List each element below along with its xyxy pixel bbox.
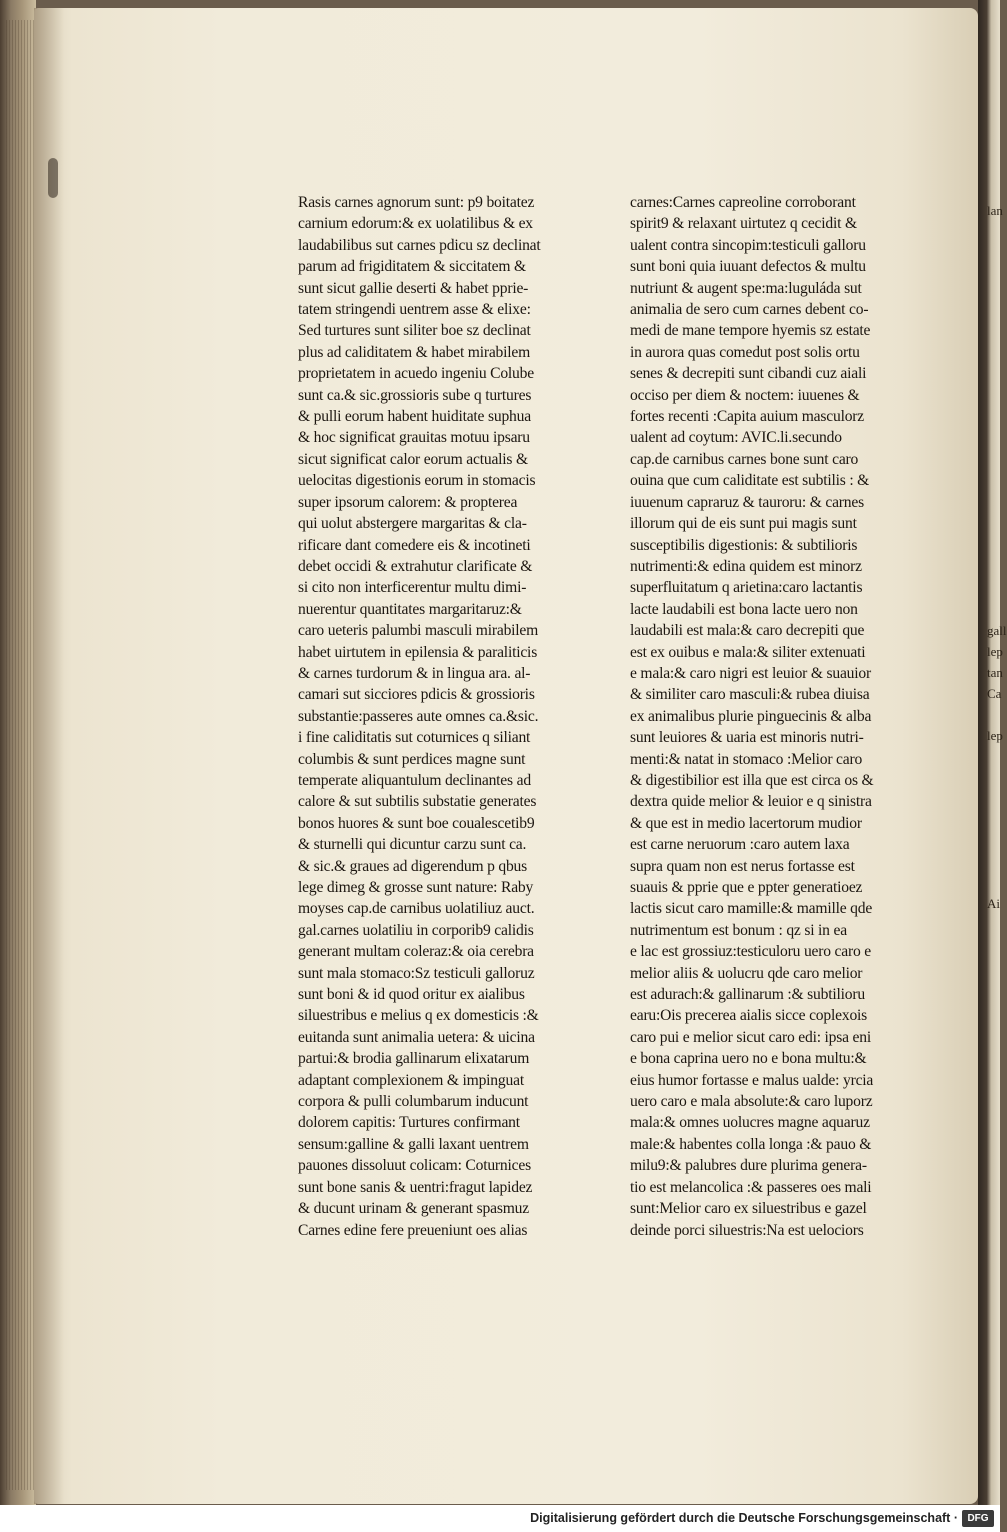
text-line: partui:& brodia gallinarum elixatarum [298,1050,530,1068]
facing-page-fragment: tan [987,665,1003,680]
text-line: sunt leuiores & uaria est minoris nutri- [630,729,864,747]
facing-page-fragment [984,515,1000,536]
dfg-logo-icon: DFG [962,1510,994,1527]
facing-page-fragment [984,788,1000,809]
facing-page-fragment [984,599,1000,620]
text-line: substantie:passeres aute omnes ca.&sic. [298,707,539,725]
text-line: caro pui e melior sicut caro edi: ipsa eni [630,1028,872,1046]
facing-page-fragment: lan [987,203,1003,218]
text-line: est carne neruorum :caro autem laxa [630,836,850,854]
text-line: parum ad frigiditatem & siccitatem & [298,258,526,276]
text-line: columbis & sunt perdices magne sunt [298,750,526,768]
text-line: menti:& natat in stomaco :Melior caro [630,750,863,768]
text-line: corpora & pulli columbarum inducunt [298,1093,529,1111]
text-line: siluestribus e melius q ex domesticis :& [298,1007,539,1025]
text-line: rificare dant comedere eis & incotineti [298,536,531,554]
text-line: illorum qui de eis sunt pui magis sunt [630,515,857,533]
facing-page-fragment: gall [987,623,1007,638]
text-line: laudabilibus sut carnes pdicu sz declinat [298,236,541,254]
text-line: e bona caprina uero no e bona multu:& [630,1050,867,1068]
text-line: nutrimenti:& edina quidem est minorz [630,557,862,575]
facing-page-fragment [984,305,1000,326]
text-line: lacte laudabili est bona lacte uero non [630,600,858,618]
text-line: si cito non interficerentur multu dimi- [298,579,527,597]
page-stack-edge [0,0,36,1505]
page-stack-lines [6,20,34,1490]
gutter-shadow [34,8,64,1504]
text-line: superfluitatum q arietina:caro lactantis [630,579,863,597]
text-line: adaptant complexionem & impinguat [298,1071,524,1089]
text-line: sunt ca.& sic.grossioris sube q turtures [298,386,532,404]
text-line: dextra quide melior & leuior e q sinistra [630,793,872,811]
text-line: sunt mala stomaco:Sz testiculi galloruz [298,964,535,982]
text-line: in aurora quas comedut post solis ortu [630,343,860,361]
text-line: generant multam coleraz:& oia cerebra [298,943,534,961]
text-line: & ducunt urinam & generant spasmuz [298,1200,529,1218]
text-line: est adurach:& gallinarum :& subtilioru [630,986,865,1004]
text-line: i fine caliditatis sut coturnices q siliant [298,729,531,747]
text-line: ualent contra sincopim:testiculi galloru [630,236,866,254]
text-line: ualent ad coytum: AVIC.li.secundo [630,429,842,447]
text-line: sunt bone sanis & uentri:fragut lapidez [298,1178,533,1196]
text-line: uero caro e mala absolute:& caro luporz [630,1093,873,1111]
text-line: cap.de carnibus carnes bone sunt caro [630,450,859,468]
text-line: nuerentur quantitates margaritaruz:& [298,600,522,618]
facing-page-fragment: Ca [987,686,1002,701]
text-line: sicut significat calor eorum actualis & [298,450,528,468]
text-line: laudabili est mala:& caro decrepiti que [630,622,865,640]
text-line: sunt boni & id quod oritur ex aialibus [298,986,525,1004]
text-line: earu:Ois precerea aialis sicce coplexois [630,1007,868,1025]
facing-page-fragment [984,284,1000,305]
text-line: tio est melancolica :& passeres oes mali [630,1178,872,1196]
page-stain [48,158,58,198]
text-line: uelocitas digestionis eorum in stomacis [298,472,536,490]
facing-page-fragment [984,389,1000,410]
text-line: Carnes edine fere preueniunt oes alias [298,1221,528,1239]
facing-page-text [984,200,1007,940]
text-line: sunt:Melior caro ex siluestribus e gazel [630,1200,867,1218]
text-line: e lac est grossiuz:testiculoru uero caro e [630,943,872,961]
text-line: susceptibilis digestionis: & subtilioris [630,536,858,554]
text-line: medi de mane tempore hyemis sz estate [630,322,871,340]
facing-page-fragment [984,452,1000,473]
text-line: lactis sicut caro mamille:& mamille qde [630,900,873,918]
text-line: lege dimeg & grosse sunt nature: Raby [298,879,534,896]
funding-credit: Digitalisierung gefördert durch die Deutsche Forschungsgemeinschaft · [530,1511,958,1525]
facing-page-fragment: lep [987,644,1003,659]
text-line: fortes recenti :Capita auium masculorz [630,408,865,426]
facing-page-fragment [984,347,1000,368]
text-line: & sic.& graues ad digerendum p qbus [298,857,528,875]
facing-page-fragment [984,536,1000,557]
text-line: & sturnelli qui dicuntur carzu sunt ca. [298,836,527,854]
facing-page-fragment [984,809,1000,830]
text-line: ouina que cum caliditate est subtilis : & [630,472,870,490]
facing-page-fragment [984,578,1000,599]
facing-page-fragment [984,326,1000,347]
text-line: ex animalibus plurie pinguecinis & alba [630,707,872,725]
text-line: & similiter caro masculi:& rubea diuisa [630,686,870,704]
facing-page-fragment [984,263,1000,284]
text-line: melior aliis & uolucru qde caro melior [630,964,863,982]
text-line: sensum:galline & galli laxant uentrem [298,1135,529,1153]
text-line: e mala:& caro nigri est leuior & suauior [630,664,871,682]
text-line: mala:& omnes uolucres magne aquaruz [630,1114,870,1132]
facing-page-fragment [984,851,1000,872]
facing-page-fragment [984,746,1000,767]
text-line: & carnes turdorum & in lingua ara. al- [298,664,531,682]
facing-page-fragment: Ai [987,896,1000,911]
facing-page-fragment [984,494,1000,515]
text-line: pauones dissoluut colicam: Coturnices [298,1157,531,1175]
text-line: temperate aliquantulum declinantes ad [298,771,531,789]
text-line: proprietatem in acuedo ingeniu Colube [298,365,534,383]
text-line: & que est in medio lacertorum mudior [630,814,862,832]
text-line: senes & decrepiti sunt cibandi cuz aiali [630,365,867,383]
text-line: eius humor fortasse e malus ualde: yrcia [630,1071,874,1089]
text-line: nutriunt & augent spe:ma:luguláda sut [630,279,862,297]
footer-bar [0,1505,1000,1532]
text-line: supra quam non est nerus fortasse est [630,857,855,875]
text-line: caro ueteris palumbi masculi mirabilem [298,622,539,640]
facing-page-fragment [984,368,1000,389]
facing-page-fragment [984,872,1000,893]
facing-page-fragment [984,830,1000,851]
facing-page-fragment: lep [987,728,1003,743]
text-column-right [630,192,892,1241]
text-line: Sed turtures sunt siliter boe sz declinat [298,322,531,340]
text-line: debet occidi & extrahutur clarificate & [298,557,533,575]
text-line: carnium edorum:& ex uolatilibus & ex [298,215,533,233]
text-line: deinde porci siluestris:Na est uelociors [630,1221,864,1239]
facing-page-fragment [984,431,1000,452]
facing-page-fragment [984,473,1000,494]
text-line: gal.carnes uolatiliu in corporib9 calidis [298,921,534,939]
text-line: sunt sicut gallie deserti & habet pprie- [298,279,529,297]
text-line: & digestibilior est illa que est circa os & [630,771,874,789]
facing-page-fragment [984,557,1000,578]
text-line: est ex ouibus e mala:& siliter extenuati [630,643,866,661]
text-line: carnes:Carnes capreoline corroborant [630,194,856,211]
text-line: iuuenum capraruz & tauroru: & carnes [630,493,864,511]
text-line: plus ad caliditatem & habet mirabilem [298,343,531,361]
text-line: sunt boni quia iuuant defectos & multu [630,258,866,276]
text-column-left [298,192,576,1241]
text-line: super ipsorum calorem: & propterea [298,493,518,511]
facing-page-fragment [984,221,1000,242]
text-line: tatem stringendi uentrem asse & elixe: [298,301,531,319]
text-line: suauis & pprie que e ppter generatioez [630,879,863,896]
text-line: moyses cap.de carnibus uolatiliuz auct. [298,900,535,918]
text-line: spirit9 & relaxant uirtutez q cecidit & [630,215,857,233]
text-line: bonos huores & sunt boe coualescetib9 [298,814,535,832]
text-line: occiso per diem & noctem: iuuenes & [630,386,860,404]
facing-page-fragment [984,767,1000,788]
text-line: calore & sut subtilis substatie generates [298,793,537,811]
text-line: habet uirtutem in epilensia & paraliticis [298,643,538,661]
text-line: dolorem capitis: Turtures confirmant [298,1114,520,1132]
text-line: animalia de sero cum carnes debent co- [630,301,869,319]
facing-page-fragment [984,242,1000,263]
facing-page-fragment [984,410,1000,431]
text-line: & pulli eorum habent huiditate suphua [298,408,531,426]
text-line: nutrimentum est bonum : qz si in ea [630,921,847,939]
text-line: Rasis carnes agnorum sunt: p9 boitatez [298,194,535,211]
facing-page-fragment [984,704,1000,725]
text-line: milu9:& palubres dure plurima genera- [630,1157,867,1175]
text-line: camari sut sicciores pdicis & grossioris [298,686,535,704]
text-line: qui uolut abstergere margaritas & cla- [298,515,527,533]
text-line: male:& habentes colla longa :& pauo & [630,1135,872,1153]
text-line: & hoc significat grauitas motuu ipsaru [298,429,530,447]
text-line: euitanda sunt animalia uetera: & uicina [298,1028,535,1046]
